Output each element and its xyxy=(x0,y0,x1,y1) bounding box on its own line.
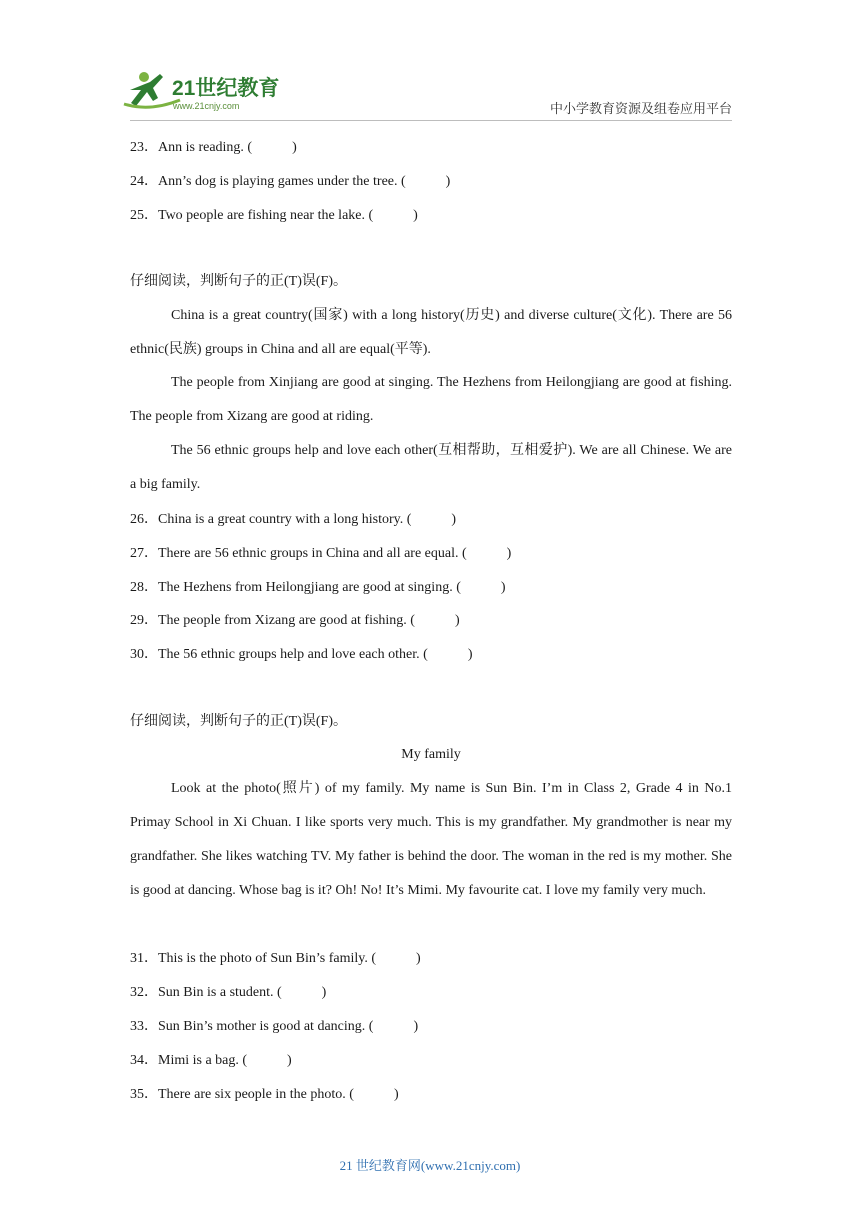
question-34: 34．Mimi is a bag. ( ) xyxy=(130,1053,292,1068)
question-28: 28．The Hezhens from Heilongjiang are good at singing. ( ) xyxy=(130,580,506,595)
question-23: 23．Ann is reading. ( ) xyxy=(130,140,297,155)
question-29: 29．The people from Xizang are good at fishing. ( ) xyxy=(130,613,460,628)
logo xyxy=(120,68,290,114)
section2-instruction: 仔细阅读，判断句子的正(T)误(F)。 xyxy=(130,274,347,289)
section2-paragraph-1: China is a great country(国家) with a long history(历史) and diverse culture(文化). There are 56 ethnic(民族) groups in China and all are equal(平等). xyxy=(130,308,732,357)
header-divider xyxy=(130,120,732,121)
question-31: 31．This is the photo of Sun Bin’s family. ( ) xyxy=(130,951,421,966)
platform-name: 中小学教育资源及组卷应用平台 xyxy=(549,101,732,116)
question-26: 26．China is a great country with a long history. ( ) xyxy=(130,512,457,527)
question-32: 32．Sun Bin is a student. ( ) xyxy=(130,985,327,1000)
section3-paragraph: Look at the photo(照片) of my family. My name is Sun Bin. I’m in Class 2, Grade 4 in No.1 Primay School in Xi Chuan. I like sports very much. This is my grandfather. My grandmother is near my grandfather. She likes watching TV. My father is behind the door. The woman in the red is my mother. She is good at dancing. Whose bag is it? Oh! No! It’s Mimi. My favourite cat. I love my family very much. xyxy=(130,781,732,898)
question-25: 25．Two people are fishing near the lake. ( ) xyxy=(130,208,418,223)
section3-instruction: 仔细阅读，判断句子的正(T)误(F)。 xyxy=(130,714,347,729)
question-27: 27．There are 56 ethnic groups in China and all are equal. ( ) xyxy=(130,546,512,561)
passage-title: My family xyxy=(401,747,461,762)
page-header xyxy=(120,68,732,118)
question-35: 35．There are six people in the photo. ( ) xyxy=(130,1087,399,1102)
page-footer[interactable]: 21 世纪教育网(www.21cnjy.com) xyxy=(339,1158,521,1173)
question-30: 30．The 56 ethnic groups help and love each other. ( ) xyxy=(130,647,473,662)
section2-paragraph-3: The 56 ethnic groups help and love each other(互相帮助，互相爱护). We are all Chinese. We are a big family. xyxy=(130,443,732,492)
logo-url: www.21cnjy.com xyxy=(173,101,240,111)
section2-paragraph-2: The people from Xinjiang are good at singing. The Hezhens from Heilongjiang are good at fishing. The people from Xizang are good at riding. xyxy=(130,375,732,424)
question-24: 24．Ann’s dog is playing games under the tree. ( ) xyxy=(130,174,451,189)
logo-text: 21世纪教育 xyxy=(172,77,280,100)
question-33: 33．Sun Bin’s mother is good at dancing. ( ) xyxy=(130,1019,419,1034)
